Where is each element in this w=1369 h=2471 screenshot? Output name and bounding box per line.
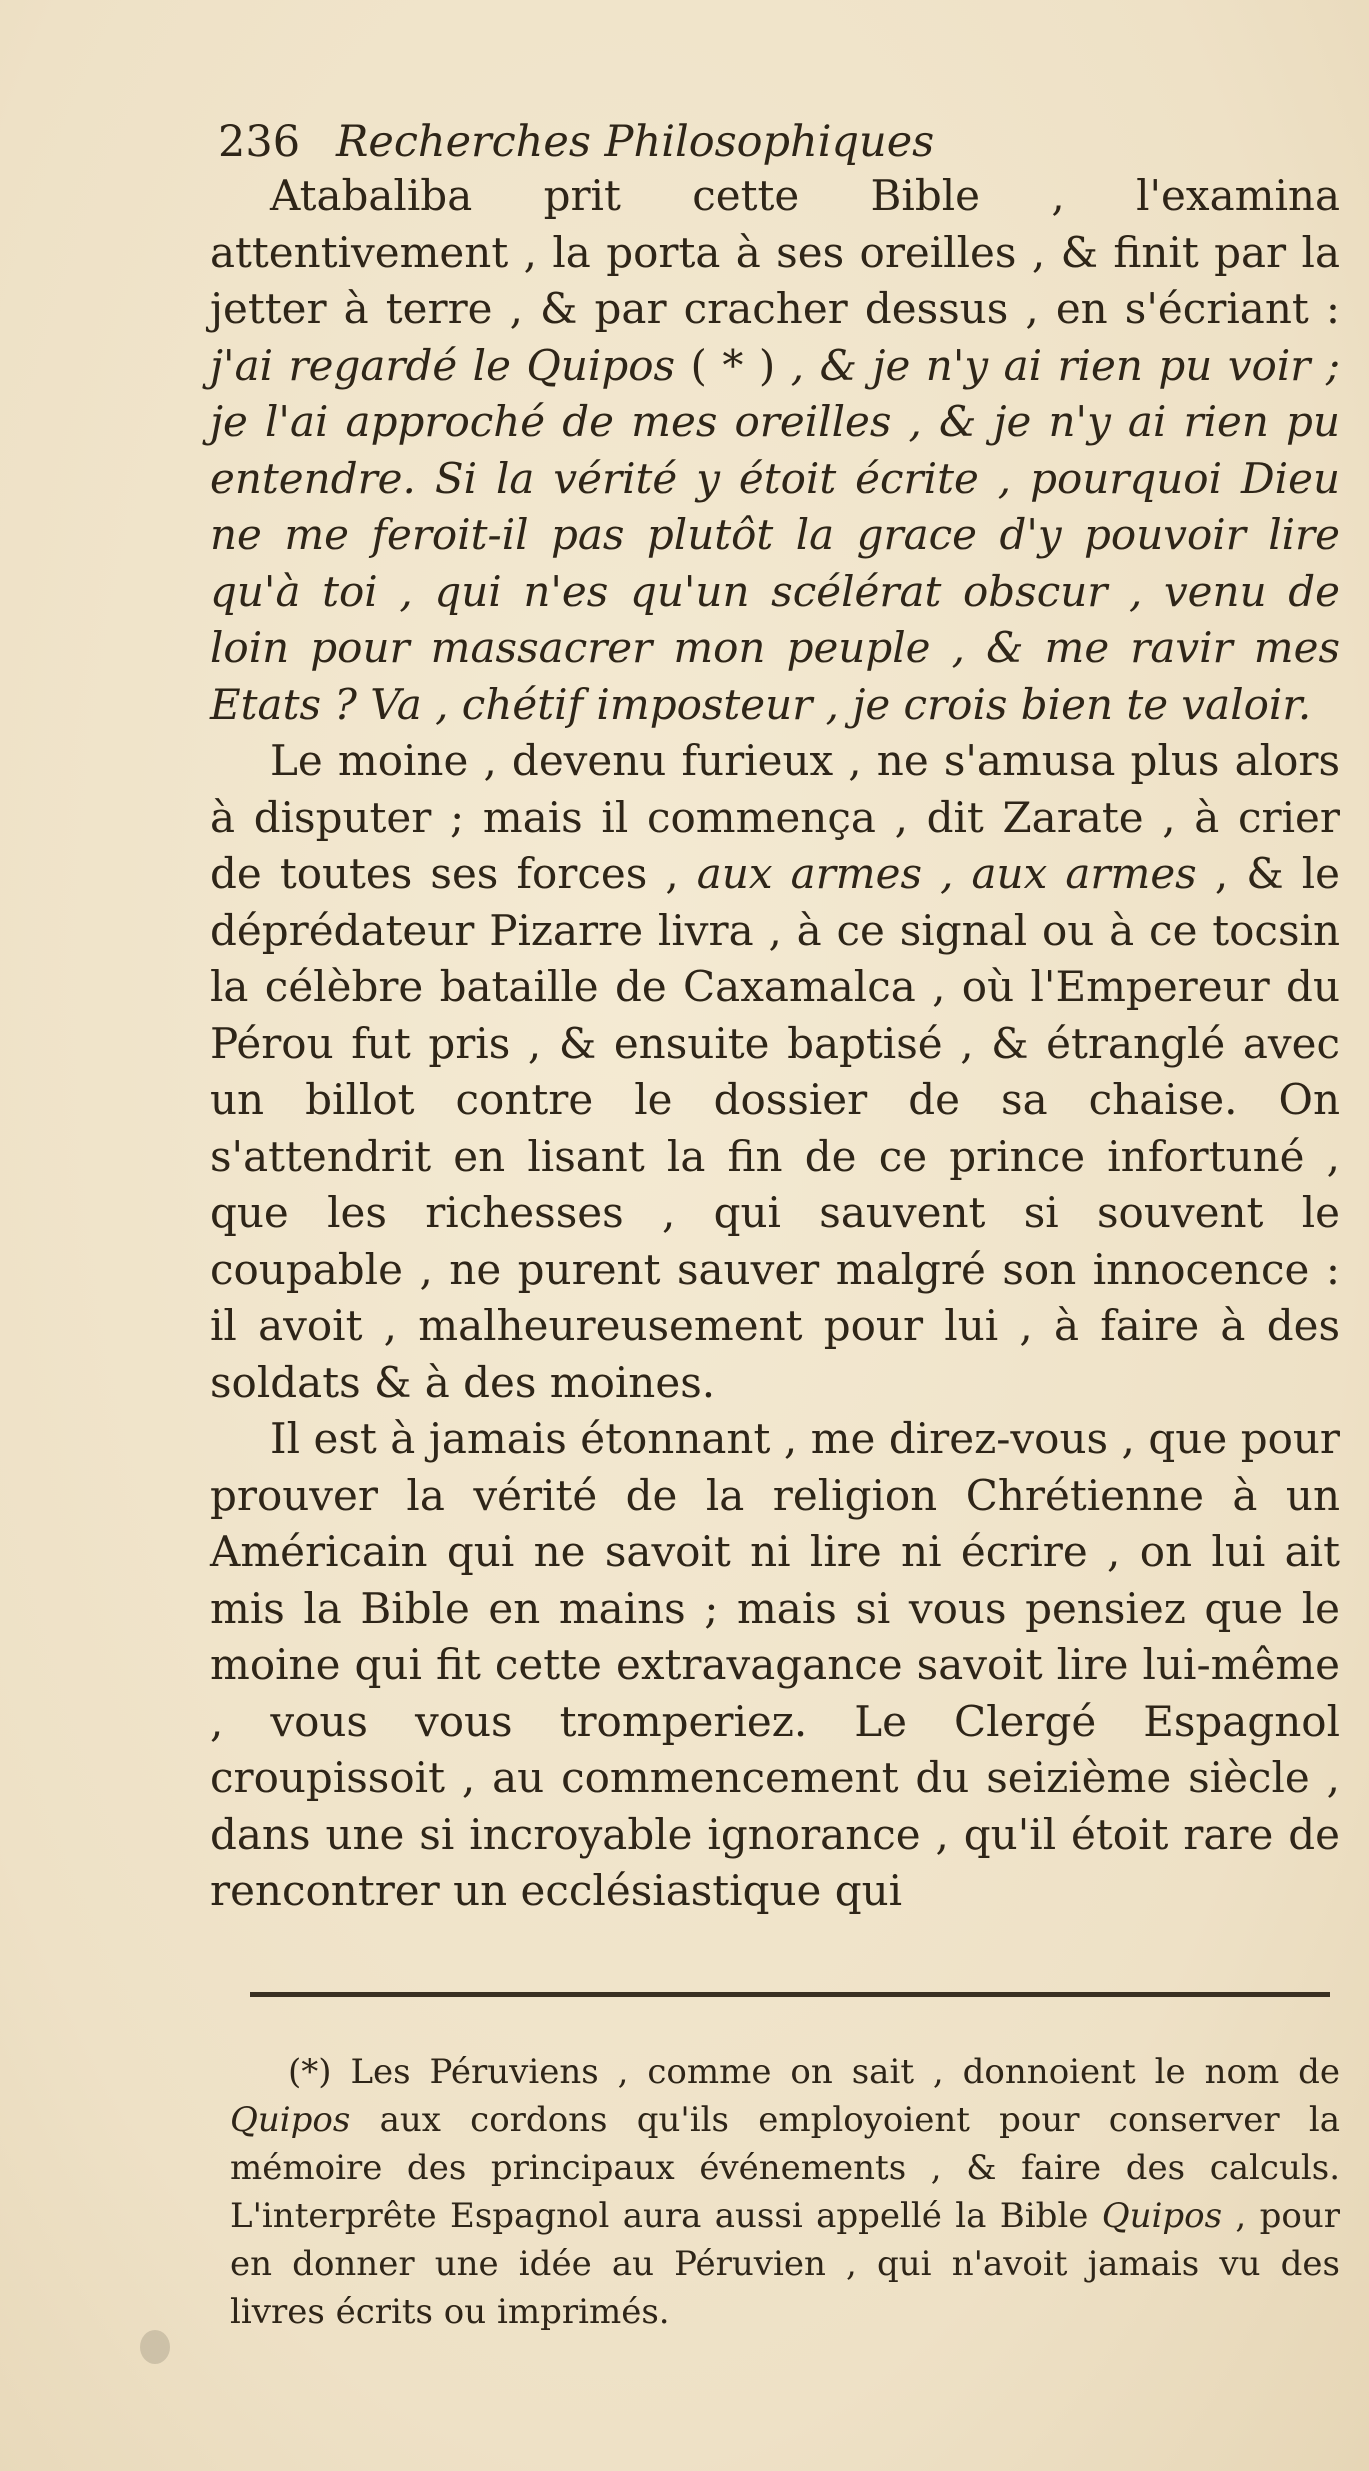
main-text	[210, 168, 1340, 1920]
text-segment-italic: aux armes , aux armes	[696, 849, 1197, 898]
text-segment: , & le déprédateur Pizarre livra , à ce signal ou à ce tocsin la célèbre bataille de Caxamalca , où l'Empereur du Pérou fut pris , & ensuite baptisé , & étranglé avec un billot contre le dossier de sa chaise. On s'attendrit en lisant la fin de ce prince infortuné , que les richesses , qui sauvent si souvent le coupable , ne purent sauver malgré son innocence : il avoit , malheureusement pour lui , à faire à des soldats & à des moines.	[210, 849, 1340, 1407]
text-segment-italic: j'ai regardé le Quipos	[210, 340, 676, 390]
footnote-segment-italic: Quipos	[1101, 2196, 1223, 2236]
text-segment: Il est à jamais étonnant , me direz-vous , que pour prouver la vérité de la religion Chrétienne à un Américain qui ne savoit ni lire ni écrire , on lui ait mis la Bible en mains ; mais si vous pensiez que le moine qui fit cette extravagance savoit lire lui-même , vous vous tromperiez. Le Clergé Espagnol croupissoit , au commencement du seizième siècle , dans une si incroyable ignorance , qu'il étoit rare de rencontrer un ecclésiastique qui	[210, 1414, 1340, 1915]
paragraph-1	[210, 168, 1340, 733]
footnote-marker: ( * )	[675, 340, 791, 390]
paper-stain	[140, 2330, 170, 2364]
page-number: 236	[218, 117, 301, 167]
footnote	[230, 2048, 1340, 2336]
text-segment-italic: , & je n'y ai rien pu voir ; je l'ai approché de mes oreilles , & je n'y ai rien pu entendre. Si la vérité y étoit écrite , pourquoi Dieu ne me feroit-il pas plutôt la grace d'y pouvoir lire qu'à toi , qui n'es qu'un scélérat obscur , venu de loin pour massacrer mon peuple , & me ravir mes Etats ? Va , chétif imposteur , je crois bien te valoir.	[210, 340, 1340, 729]
footnote-segment: (*) Les Péruviens , comme on sait , donnoient le nom de	[288, 2052, 1340, 2092]
footnote-segment: , pour en donner une idée au Péruvien , qui n'avoit jamais vu des livres écrits ou imprimés.	[230, 2196, 1340, 2332]
paragraph-2	[210, 733, 1340, 1411]
footnote-divider	[250, 1992, 1330, 1997]
text-segment: Le moine , devenu furieux , ne s'amusa plus alors à disputer ; mais il commença , dit Zarate , à crier de toutes ses forces ,	[210, 736, 1340, 898]
footnote-segment: aux cordons qu'ils employoient pour conserver la mémoire des principaux événements , & faire des calculs. L'interprête Espagnol aura aussi appellé la Bible	[230, 2100, 1340, 2236]
running-title: Recherches Philosophiques	[336, 117, 935, 167]
page-header	[218, 112, 1338, 172]
footnote-segment-italic: Quipos	[230, 2100, 351, 2140]
text-segment: Atabaliba prit cette Bible , l'examina attentivement , la porta à ses oreilles , & finit par la jetter à terre , & par cracher dessus , en s'écriant :	[210, 171, 1340, 333]
paragraph-3	[210, 1411, 1340, 1920]
